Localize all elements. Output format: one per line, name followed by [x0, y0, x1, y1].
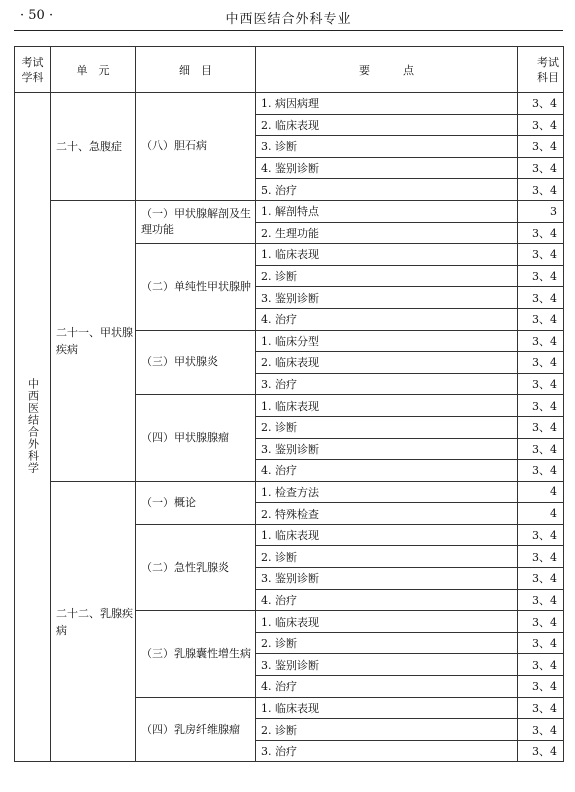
- code-cell: 3、4: [518, 222, 564, 244]
- point-cell: 1. 检查方法: [256, 481, 518, 503]
- point-cell: 1. 临床表现: [256, 395, 518, 417]
- code-cell: 3、4: [518, 179, 564, 201]
- col-code-header: 考试 科目: [518, 47, 564, 93]
- point-cell: 2. 临床表现: [256, 114, 518, 136]
- code-cell: 3、4: [518, 373, 564, 395]
- point-cell: 3. 鉴别诊断: [256, 438, 518, 460]
- table-header-row: [15, 47, 564, 93]
- point-cell: 3. 鉴别诊断: [256, 654, 518, 676]
- code-cell: 3、4: [518, 157, 564, 179]
- page-title: 中西医结合外科专业: [225, 12, 352, 27]
- code-cell: 3、4: [518, 416, 564, 438]
- code-cell: 3、4: [518, 546, 564, 568]
- code-cell: 3、4: [518, 308, 564, 330]
- code-cell: 3、4: [518, 93, 564, 115]
- point-cell: 2. 诊断: [256, 416, 518, 438]
- code-cell: 4: [518, 481, 564, 503]
- unit-cell: 二十二、乳腺疾病: [51, 481, 136, 762]
- code-cell: 3、4: [518, 719, 564, 741]
- point-cell: 1. 临床表现: [256, 524, 518, 546]
- point-cell: 3. 鉴别诊断: [256, 287, 518, 309]
- code-cell: 3、4: [518, 740, 564, 762]
- point-cell: 2. 诊断: [256, 265, 518, 287]
- code-cell: 3、4: [518, 287, 564, 309]
- code-cell: 3、4: [518, 697, 564, 719]
- point-cell: 3. 治疗: [256, 740, 518, 762]
- code-cell: 3、4: [518, 265, 564, 287]
- unit-cell: 二十一、甲状腺疾病: [51, 200, 136, 481]
- point-cell: 2. 生理功能: [256, 222, 518, 244]
- detail-cell: （二）单纯性甲状腺肿: [136, 244, 256, 330]
- code-cell: 3、4: [518, 352, 564, 374]
- point-cell: 3. 治疗: [256, 373, 518, 395]
- code-cell: 3、4: [518, 654, 564, 676]
- table-row: [15, 93, 564, 115]
- code-cell: 3、4: [518, 395, 564, 417]
- subject-label: 中西医结合外科学: [26, 377, 40, 474]
- col-subject-header: 考试 学科: [15, 47, 51, 93]
- page-number: · 50 ·: [20, 8, 54, 23]
- table-row: [15, 481, 564, 503]
- point-cell: 4. 治疗: [256, 308, 518, 330]
- code-cell: 3、4: [518, 524, 564, 546]
- code-cell: 3、4: [518, 589, 564, 611]
- point-cell: 2. 特殊检查: [256, 503, 518, 525]
- detail-cell: （八）胆石病: [136, 93, 256, 201]
- syllabus-table: [14, 46, 564, 762]
- table-row: [15, 200, 564, 222]
- subject-cell: [15, 93, 51, 762]
- point-cell: 1. 解剖特点: [256, 200, 518, 222]
- point-cell: 1. 病因病理: [256, 93, 518, 115]
- code-cell: 3、4: [518, 136, 564, 158]
- point-cell: 2. 临床表现: [256, 352, 518, 374]
- code-cell: 4: [518, 503, 564, 525]
- point-cell: 3. 鉴别诊断: [256, 568, 518, 590]
- code-cell: 3、4: [518, 568, 564, 590]
- point-cell: 4. 治疗: [256, 589, 518, 611]
- point-cell: 2. 诊断: [256, 546, 518, 568]
- point-cell: 4. 鉴别诊断: [256, 157, 518, 179]
- point-cell: 4. 治疗: [256, 676, 518, 698]
- col-unit-header: 单 元: [51, 47, 136, 93]
- point-cell: 1. 临床分型: [256, 330, 518, 352]
- code-cell: 3、4: [518, 244, 564, 266]
- point-cell: 5. 治疗: [256, 179, 518, 201]
- detail-cell: （三）甲状腺炎: [136, 330, 256, 395]
- detail-cell: （一）概论: [136, 481, 256, 524]
- unit-cell: 二十、急腹症: [51, 93, 136, 201]
- point-cell: 1. 临床表现: [256, 697, 518, 719]
- code-cell: 3、4: [518, 330, 564, 352]
- detail-cell: （四）甲状腺腺瘤: [136, 395, 256, 481]
- point-cell: 1. 临床表现: [256, 244, 518, 266]
- code-cell: 3: [518, 200, 564, 222]
- point-cell: 1. 临床表现: [256, 611, 518, 633]
- code-cell: 3、4: [518, 438, 564, 460]
- code-cell: 3、4: [518, 460, 564, 482]
- page-header: [14, 0, 563, 31]
- detail-cell: （四）乳房纤维腺瘤: [136, 697, 256, 762]
- point-cell: 3. 诊断: [256, 136, 518, 158]
- detail-cell: （二）急性乳腺炎: [136, 524, 256, 610]
- point-cell: 2. 诊断: [256, 632, 518, 654]
- code-cell: 3、4: [518, 114, 564, 136]
- code-cell: 3、4: [518, 632, 564, 654]
- col-detail-header: 细 目: [136, 47, 256, 93]
- col-points-header: 要 点: [256, 47, 518, 93]
- point-cell: 2. 诊断: [256, 719, 518, 741]
- code-cell: 3、4: [518, 611, 564, 633]
- table-body: [15, 93, 564, 762]
- point-cell: 4. 治疗: [256, 460, 518, 482]
- detail-cell: （三）乳腺囊性增生病: [136, 611, 256, 697]
- detail-cell: （一）甲状腺解剖及生理功能: [136, 200, 256, 243]
- code-cell: 3、4: [518, 676, 564, 698]
